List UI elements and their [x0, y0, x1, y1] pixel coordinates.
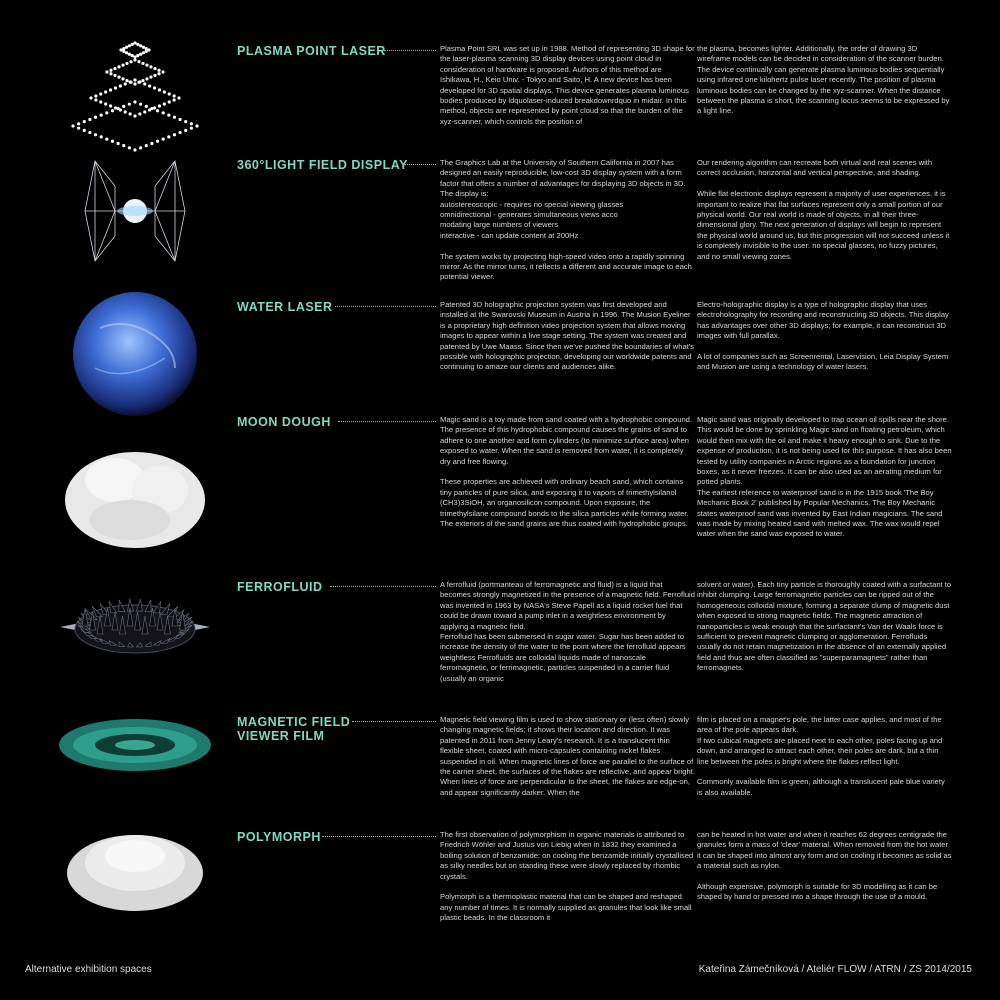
plasma-dot	[139, 53, 142, 56]
section-title: MAGNETIC FIELD VIEWER FILM	[237, 715, 351, 743]
section-title: 360°LIGHT FIELD DISPLAY	[237, 158, 408, 172]
leader-line	[404, 164, 436, 165]
plasma-dot	[83, 129, 86, 132]
plasma-dot	[133, 41, 136, 44]
plasma-dot	[138, 112, 141, 115]
plasma-dot	[100, 135, 103, 138]
plasma-dot	[121, 64, 124, 67]
green-film-patch-icon	[55, 705, 215, 795]
plasma-dot	[111, 140, 114, 143]
plasma-dot	[133, 58, 136, 61]
plasma-dot	[109, 72, 112, 75]
plasma-dot	[128, 53, 131, 56]
plasma-dot	[133, 82, 136, 85]
plasma-dot	[89, 96, 92, 99]
white-sand-mound-icon	[55, 435, 215, 550]
plasma-pyramid-points-icon	[55, 38, 215, 148]
plasma-dot	[124, 82, 127, 85]
section-title: MOON DOUGH	[237, 415, 331, 429]
text-column-1: The first observation of polymorphism in organic materials is attributed to Friedrich Wöhler and Justus von Liebig when in 1832 they examined a boiling solution of benzamide: on cooling the benzamide initially crystallised as silky needles but on standing these were slowly replaced by rhombic crystals. Polymorph is a thermoplastic material that can be shaped and reshaped any number of times. It is normally supplied as granules that look like small plastic beads. In the classroom it	[440, 830, 694, 923]
plasma-dot	[141, 62, 144, 65]
plasma-dot	[178, 131, 181, 134]
plasma-dot	[137, 60, 140, 63]
plasma-dot	[139, 44, 142, 47]
plasma-dot	[116, 107, 119, 110]
plasma-dot	[184, 129, 187, 132]
white-granules-pile-icon	[55, 818, 215, 918]
plasma-dot	[150, 107, 153, 110]
plasma-dot	[153, 74, 156, 77]
text-column-1: Magic sand is a toy made from sand coated with a hydrophobic compound. The presence of this hydrophobic compound causes the grains of sand to adhere to one another and form cylinders (to minimize surface area) when exposed to water. When the sand is removed from water, it is completely dry and free flowing. These properties are achieved with ordinary beach sand, which contains tiny particles of pure silica, and exposing it to vapors of trimethylsilanol (CH3)3SiOH, an organosilicon compound. Upon exposure, the trimethylsilane compound bonds to the silica particles while forming water. The exteriors of the sand grains are thus coated with hydrophobic groups.	[440, 415, 692, 529]
plasma-dot	[190, 127, 193, 130]
plasma-dot	[142, 51, 145, 54]
plasma-dot	[71, 124, 74, 127]
plasma-dot	[148, 84, 151, 87]
plasma-dot	[133, 55, 136, 58]
plasma-dot	[145, 105, 148, 108]
plasma-dot	[99, 100, 102, 103]
section-title: FERROFLUID	[237, 580, 323, 594]
plasma-dot	[168, 92, 171, 95]
plasma-dot	[104, 90, 107, 93]
plasma-dot	[195, 124, 198, 127]
plasma-dot	[125, 79, 128, 82]
plasma-dot	[94, 98, 97, 101]
text-column-1: Patented 3D holographic projection system was first developed and installed at the Swarovski Museum in Austria in 1996. The Musion Eyeliner is a proprietary high definition video projection system that allows moving images to appear within a live stage setting. The system was created and patented by Uwe Maass. Since then we've pushed the boundaries of what's possible with holographic projection, developing our worldwide patents and continuing to amaze our clients and audiences alike.	[440, 300, 695, 372]
plasma-dot	[139, 146, 142, 149]
plasma-dot	[149, 65, 152, 68]
plasma-dot	[83, 120, 86, 123]
plasma-dot	[125, 62, 128, 65]
plasma-dot	[145, 144, 148, 147]
plasma-dot	[173, 116, 176, 119]
text-column-2: can be heated in hot water and when it reaches 62 degrees centigrade the granules form a mass of 'clear' material. When removed from the hot water it can be shaped into almost any form and on cooling it becomes as solid as a material such as nylon. Although expensive, polymorph is suitable for 3D modelling as it can be shaped by hand or pressed into a shape through the use of a mould.	[697, 830, 952, 902]
plasma-dot	[158, 104, 161, 107]
plasma-dot	[117, 76, 120, 79]
text-column-2: film is placed on a magnet's pole, the latter case applies, and most of the area of the pole appears dark. If two cubical magnets are placed next to each other, poles facing up and down, and arranged to attract each other, their poles are dark, but a thin line between the poles is bright where the flakes reflect light. Commonly available film is green, although a translucent pale blue variety is also available.	[697, 715, 945, 797]
plasma-dot	[129, 80, 132, 83]
plasma-dot	[131, 43, 134, 46]
text-column-2: Electro-holographic display is a type of holographic display that uses electroholography for recording and reconstructing 3D objects. This display has advantages over other 3D displays; for example, it can reconstruct 3D images with full parallax. A lot of companies such as Screenrental, Laservision, Leia Display System and Musion are using a technology of water lasers.	[697, 300, 949, 372]
plasma-dot	[184, 120, 187, 123]
plasma-dot	[158, 88, 161, 91]
text-column-2: Magic sand was originally developed to trap ocean oil spills near the shore. This would be done by sprinkling Magic sand on floating petroleum, which would then mix with the oil and make it heavy enough to sink. Due to the expense of production, it is not being used for this purpose. It has also been tested by utility companies in Arctic regions as a foundation for junction boxes, as it never freezes. It can be also used as an aerating medium for potted plants. The earliest reference to waterproof sand is in the 1915 book 'The Boy Mechanic Book 2' published by Popular Mechanics. The Boy Mechanic states waterproof sand was invented by East Indian magicians. The sand was made by mixing heated sand with melted wax. The wax would repel water when the sand was exposed to water.	[697, 415, 952, 539]
plasma-dot	[129, 112, 132, 115]
plasma-dot	[121, 77, 124, 80]
plasma-dot	[124, 110, 127, 113]
plasma-dot	[129, 60, 132, 63]
text-column-1: Magnetic field viewing film is used to show stationary or (less often) slowly changing magnetic fields; it shows their location and direction. It was patented in 2011 from Jenny Leary's research. It is a translucent thin flexible sheet, coated with micro-capsules containing nickel flakes suspended in oil. When magnetic lines of force are parallel to the surface of the carrier sheet, the surfaces of the flakes are reflective, and appear bright. When lines of force are perpendicular to the sheet, the flakes are edge-on, and appear significantly darker. When the	[440, 715, 695, 797]
plasma-dot	[138, 80, 141, 83]
plasma-dot	[168, 100, 171, 103]
plasma-dot	[153, 106, 156, 109]
plasma-dot	[162, 111, 165, 114]
ferrofluid-spikes-icon	[55, 582, 215, 692]
text-column-2: the plasma, becomes lighter. Additionally, the order of drawing 3D wireframe models can be decided in consideration of the scanner burden. The device continually can generate plasma luminous bodies sequentially using infrared one kilohertz pulse laser recently. The position of plasma luminous bodies can be changed by the xyz-scanner. When the distance between the plasma is short, the scanning locus seems to be expressed by a light line.	[697, 44, 950, 116]
plasma-dot	[156, 109, 159, 112]
plasma-dot	[125, 46, 128, 49]
plasma-dot	[104, 102, 107, 105]
text-column-1: A ferrofluid (portmanteau of ferromagnetic and fluid) is a liquid that becomes strongly magnetized in the presence of a magnetic field. Ferrofluid was invented in 1963 by NASA's Steve Papell as a liquid rocket fuel that could be drawn toward a pump inlet in a weightless environment by applying a magnetic field. Ferrofluid has been submersed in sugar water. Sugar has been added to increase the density of the water to the point where the ferrofluid appears weightless Ferrofluids are colloidal liquids made of nanoscale ferromagnetic, or ferrimagnetic, particles suspended in a carrier fluid (usually an organic	[440, 580, 695, 683]
plasma-dot	[143, 82, 146, 85]
plasma-dot	[133, 78, 136, 81]
leader-line	[330, 586, 436, 587]
plasma-dot	[136, 54, 139, 57]
plasma-dot	[163, 102, 166, 105]
plasma-dot	[145, 50, 148, 53]
leader-line	[338, 421, 436, 422]
plasma-dot	[136, 43, 139, 46]
plasma-dot	[147, 48, 150, 51]
section-title: WATER LASER	[237, 300, 333, 314]
plasma-dot	[133, 114, 136, 117]
plasma-dot	[94, 133, 97, 136]
plasma-dot	[100, 113, 103, 116]
blue-globe-icon	[55, 288, 215, 418]
plasma-dot	[117, 65, 120, 68]
plasma-dot	[94, 94, 97, 97]
plasma-dot	[105, 70, 108, 73]
plasma-dot	[173, 98, 176, 101]
plasma-dot	[131, 54, 134, 57]
plasma-dot	[113, 67, 116, 70]
plasma-dot	[177, 96, 180, 99]
plasma-dot	[173, 133, 176, 136]
plasma-dot	[128, 103, 131, 106]
plasma-dot	[150, 142, 153, 145]
plasma-dot	[161, 70, 164, 73]
plasma-dot	[153, 86, 156, 89]
leader-line	[322, 836, 436, 837]
plasma-dot	[77, 127, 80, 130]
plasma-dot	[145, 77, 148, 80]
plasma-dot	[145, 47, 148, 50]
plasma-dot	[109, 69, 112, 72]
footer-caption: Alternative exhibition spaces	[25, 964, 152, 975]
plasma-dot	[116, 142, 119, 145]
plasma-dot	[178, 118, 181, 121]
plasma-dot	[109, 104, 112, 107]
text-column-1: The Graphics Lab at the University of Southern California in 2007 has designed an easily reproducible, low-cost 3D display system with a form factor that offers a number of advantages for displaying 3D objects in 3D. The display is: autostereoscopic - requires no special viewing glasses omnidirectional - generates simultaneous views acco modating large numbers of viewers interactive - can update content at 200Hz The system works by projecting high-speed video onto a rapidly spinning mirror. As the mirror turns, it reflects a different and accurate image to each potential viewer.	[440, 158, 692, 282]
plasma-dot	[77, 122, 80, 125]
section-title: PLASMA POINT LASER	[237, 44, 386, 58]
footer-credits: Kateřina Zámečníková / Ateliér FLOW / ATRN / ZS 2014/2015	[698, 964, 972, 975]
plasma-dot	[157, 72, 160, 75]
plasma-dot	[88, 131, 91, 134]
plasma-dot	[105, 137, 108, 140]
plasma-dot	[139, 103, 142, 106]
plasma-dot	[114, 86, 117, 89]
plasma-dot	[153, 67, 156, 70]
plasma-dot	[141, 79, 144, 82]
text-column-2: solvent or water). Each tiny particle is thoroughly coated with a surfactant to inhibit clumping. Large ferromagnetic particles can be ripped out of the homogeneous colloidal mixture, forming a separate clump of magnetic dust when exposed to strong magnetic fields. The magnetic attraction of nanoparticles is weak enough that the surfactant's Van der Waals force is sufficient to prevent magnetic clumping or agglomeration. Ferrofluids usually do not retain magnetization in the absence of an externally applied field and thus are often classified as "superparamagnets" rather than ferromagnets.	[697, 580, 952, 673]
plasma-dot	[114, 106, 117, 109]
plasma-dot	[125, 51, 128, 54]
plasma-dot	[94, 116, 97, 119]
plasma-dot	[88, 118, 91, 121]
plasma-dot	[119, 48, 122, 51]
plasma-dot	[119, 84, 122, 87]
plasma-dot	[142, 46, 145, 49]
plasma-dot	[128, 44, 131, 47]
section-title: POLYMORPH	[237, 830, 321, 844]
plasma-dot	[163, 90, 166, 93]
plasma-dot	[133, 148, 136, 151]
plasma-dot	[122, 47, 125, 50]
plasma-dot	[167, 135, 170, 138]
plasma-dot	[143, 110, 146, 113]
plasma-dot	[111, 109, 114, 112]
plasma-dot	[122, 144, 125, 147]
plasma-dot	[145, 64, 148, 67]
plasma-dot	[113, 74, 116, 77]
plasma-dot	[122, 50, 125, 53]
tie-fighter-wireframe-icon	[55, 156, 215, 266]
leader-line	[335, 306, 436, 307]
plasma-dot	[156, 140, 159, 143]
plasma-dot	[109, 88, 112, 91]
plasma-dot	[173, 94, 176, 97]
plasma-dot	[167, 113, 170, 116]
text-column-2: Our rendering algorithm can recreate both virtual and real scenes with correct occlusion, horizontal and vertical perspective, and shading. While flat electronic displays represent a majority of user experiences, it is important to realize that flat surfaces represent only a small portion of our physical world. Our real world is made of objects, in all their three-dimensional glory. The next generation of displays will begin to represent the physical world around us, but this progression will not succeed unless it is completely invisible to the user: no special glasses, no fuzzy pictures, and no small viewing zones.	[697, 158, 950, 261]
plasma-dot	[162, 137, 165, 140]
plasma-dot	[99, 92, 102, 95]
text-column-1: Plasma Point SRL was set up in 1988. Method of representing 3D shape for the laser-plasma scanning 3D display devices using point cloud in consideration of hardware is proposed. Authors of this method are Ishikawa, H., Keio Univ. - Tokyo and Saito, H. A new device has been developed for 3D spatial displays. This device generates plasma luminous bodies produced by ldquolaser-induced breakdownrdquo in midair. In this method, objects are represented by point cloud so that the burden of the xyz-scanner, which controls the position of	[440, 44, 695, 126]
leader-line	[384, 50, 436, 51]
plasma-dot	[122, 105, 125, 108]
plasma-dot	[105, 111, 108, 114]
plasma-dot	[157, 69, 160, 72]
plasma-dot	[128, 146, 131, 149]
plasma-dot	[149, 76, 152, 79]
plasma-dot	[133, 100, 136, 103]
leader-line	[352, 721, 436, 722]
plasma-dot	[190, 122, 193, 125]
